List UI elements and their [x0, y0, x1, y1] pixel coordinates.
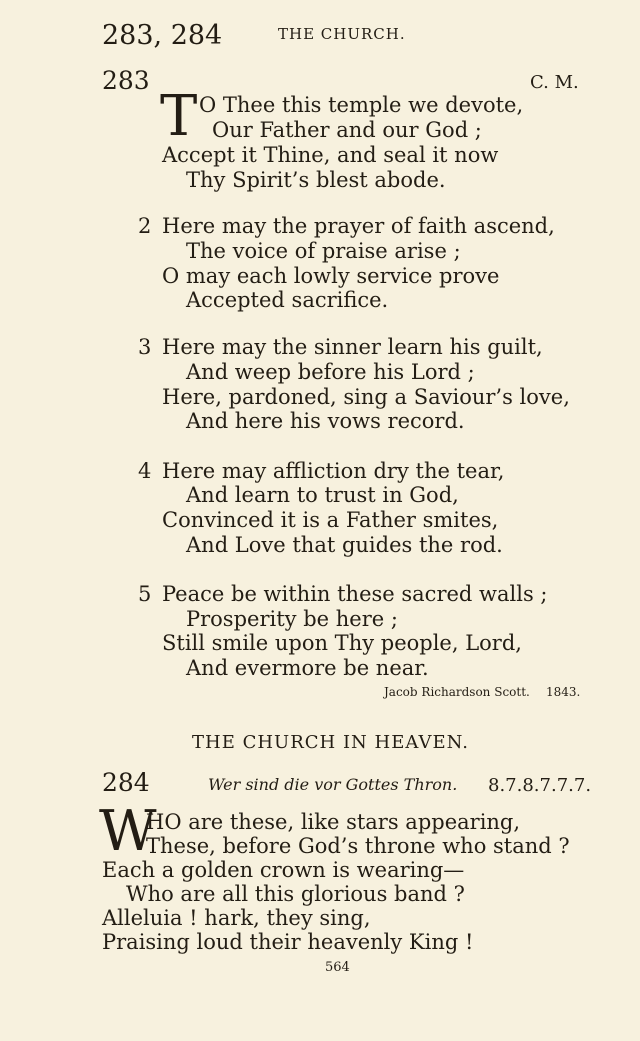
hymn-283-s2-line-1: Here may the prayer of faith ascend, [162, 214, 555, 238]
hymn-283-s1-line-4: Thy Spirit’s blest abode. [186, 168, 446, 192]
hymn-283-s4-line-1: Here may affliction dry the tear, [162, 459, 505, 483]
section-title: THE CHURCH IN HEAVEN. [192, 732, 469, 753]
hymn-283-s2-line-3: O may each lowly service prove [162, 264, 500, 288]
hymn-283-s5-line-2: Prosperity be here ; [186, 607, 398, 631]
hymn-284-line-5: Alleluia ! hark, they sing, [102, 906, 371, 930]
hymn-283-s4-line-4: And Love that guides the rod. [186, 533, 503, 557]
hymn-283-s1-line-1: O Thee this temple we devote, [199, 93, 524, 117]
hymn-284-line-1: HO are these, like stars appearing, [146, 810, 521, 834]
hymn-283-s5-number: 5 [138, 582, 152, 606]
hymn-283-s3-line-3: Here, pardoned, sing a Saviour’s love, [162, 385, 570, 409]
hymn-283-s3-line-1: Here may the sinner learn his guilt, [162, 335, 543, 359]
hymn-284-source: Wer sind die vor Gottes Thron. [208, 775, 458, 794]
hymn-283-s4-line-2: And learn to trust in God, [186, 483, 459, 507]
hymn-284-meter: 8.7.8.7.7.7. [488, 775, 592, 796]
hymn-284-dropcap: W [99, 799, 157, 864]
hymn-283-s1-line-3: Accept it Thine, and seal it now [162, 143, 499, 167]
page-hymn-numbers: 283, 284 [102, 20, 223, 51]
hymn-283-s3-line-4: And here his vows record. [186, 409, 465, 433]
hymn-283-number: 283 [102, 66, 150, 95]
hymn-283-s2-line-2: The voice of praise arise ; [186, 239, 461, 263]
hymn-284-line-3: Each a golden crown is wearing— [102, 858, 465, 882]
hymn-283-s1-line-2: Our Father and our God ; [212, 118, 482, 142]
hymn-283-s3-number: 3 [138, 335, 152, 359]
hymn-283-s4-number: 4 [138, 459, 152, 483]
running-title: THE CHURCH. [278, 25, 406, 43]
hymn-283-author: Jacob Richardson Scott. [384, 685, 530, 699]
hymn-283-s5-line-1: Peace be within these sacred walls ; [162, 582, 548, 606]
hymn-284-line-6: Praising loud their heavenly King ! [102, 930, 474, 954]
hymn-283-s4-line-3: Convinced it is a Father smites, [162, 508, 499, 532]
hymn-283-dropcap: T [160, 84, 198, 149]
hymn-283-s5-line-4: And evermore be near. [186, 656, 429, 680]
hymn-284-line-2: These, before God’s throne who stand ? [146, 834, 570, 858]
hymn-283-meter: C. M. [530, 72, 579, 93]
hymn-283-year: 1843. [546, 685, 581, 699]
hymn-283-s5-line-3: Still smile upon Thy people, Lord, [162, 631, 522, 655]
hymn-283-s2-number: 2 [138, 214, 152, 238]
hymn-283-s3-line-2: And weep before his Lord ; [186, 360, 475, 384]
hymn-284-line-4: Who are all this glorious band ? [126, 882, 465, 906]
hymn-284-number: 284 [102, 768, 150, 797]
page-number: 564 [325, 960, 350, 975]
hymn-283-s2-line-4: Accepted sacrifice. [186, 288, 389, 312]
